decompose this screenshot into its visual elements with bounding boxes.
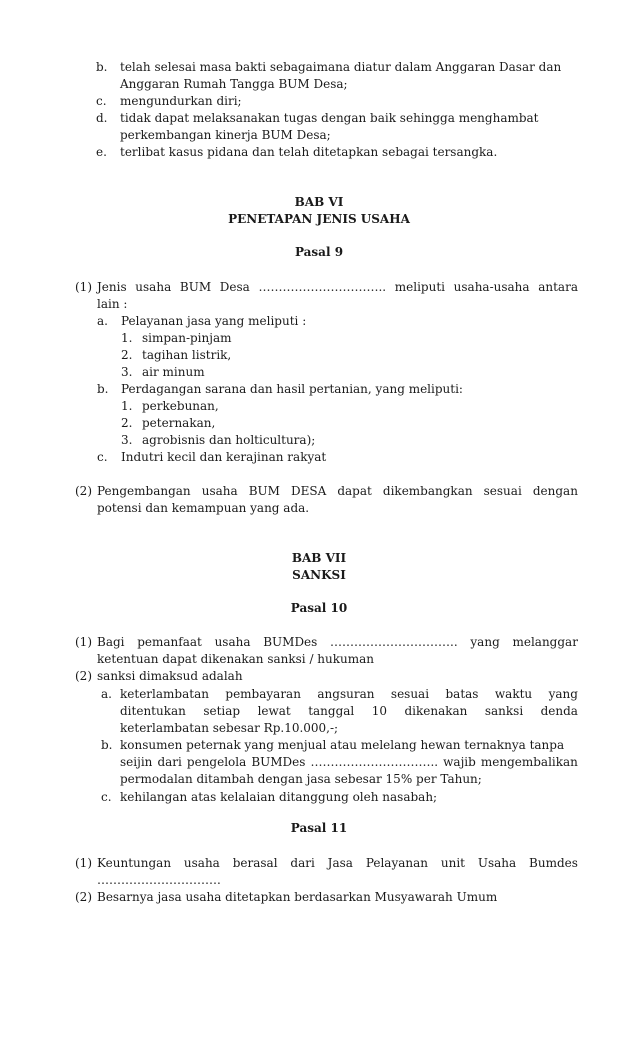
list-marker: d. xyxy=(96,111,108,125)
word: sesuai xyxy=(483,484,522,498)
word: unit xyxy=(440,856,465,870)
paragraph-line xyxy=(97,279,578,295)
word: yang xyxy=(470,635,500,649)
word: angsuran xyxy=(317,687,375,701)
word: Bumdes xyxy=(529,856,578,870)
article-title: Pasal 11 xyxy=(290,821,348,835)
list-marker: b. xyxy=(96,60,108,74)
paragraph-number: (1) xyxy=(75,280,92,294)
word: yang xyxy=(548,687,578,701)
word: 10 xyxy=(371,704,387,718)
word: pembayaran xyxy=(225,687,301,701)
blank-dots: ………………………….. xyxy=(310,755,439,769)
blank-dots: …………………………. xyxy=(97,873,221,887)
list-item-text: Indutri kecil dan kerajinan rakyat xyxy=(121,450,327,464)
word: ditentukan xyxy=(120,704,186,718)
list-marker: c. xyxy=(101,790,112,804)
list-marker: c. xyxy=(97,450,108,464)
list-item-line: konsumen peternak yang menjual atau melelang hewan ternaknya tanpa xyxy=(120,738,565,752)
paragraph-line: potensi dan kemampuan yang ada. xyxy=(97,501,310,515)
sublist-item: tagihan listrik, xyxy=(142,348,232,362)
article-title: Pasal 9 xyxy=(294,245,344,259)
word: Pelayanan xyxy=(365,856,428,870)
paragraph-number: (2) xyxy=(75,890,92,904)
word: DESA xyxy=(291,484,327,498)
word: pemanfaat xyxy=(137,635,202,649)
list-marker: c. xyxy=(96,94,107,108)
word: meliputi xyxy=(394,280,445,294)
list-item-text: terlibat kasus pidana dan telah ditetapkan sebagai tersangka. xyxy=(120,145,498,159)
list-marker: b. xyxy=(97,382,109,396)
article-title: Pasal 10 xyxy=(290,601,348,615)
list-marker: b. xyxy=(101,738,113,752)
paragraph-line xyxy=(97,855,578,871)
paragraph-line xyxy=(97,634,578,650)
word: Bagi xyxy=(97,635,125,649)
word: BUMDes xyxy=(251,755,306,769)
word: Jasa xyxy=(327,856,353,870)
sublist-number: 3. xyxy=(121,365,133,379)
word: setiap xyxy=(203,704,241,718)
sublist-item: perkebunan, xyxy=(142,399,219,413)
chapter-title: BAB VII xyxy=(291,551,347,565)
word: usaha xyxy=(183,856,220,870)
word: usaha xyxy=(214,635,251,649)
word: dikembangkan xyxy=(382,484,473,498)
sublist-number: 2. xyxy=(121,348,133,362)
list-item-line: keterlambatan sebesar Rp.10.000,-; xyxy=(120,721,339,735)
word: lewat xyxy=(257,704,291,718)
sublist-item: agrobisnis dan holticultura); xyxy=(142,433,316,447)
paragraph-line xyxy=(97,483,578,499)
paragraph-number: (2) xyxy=(75,669,92,683)
list-item-text: perkembangan kinerja BUM Desa; xyxy=(120,128,331,142)
blank-dots: ………………………….. xyxy=(330,635,458,649)
word: dapat xyxy=(337,484,372,498)
word: dari xyxy=(157,755,182,769)
word: BUM xyxy=(179,280,212,294)
word: usaha xyxy=(135,280,172,294)
word: keterlambatan xyxy=(120,687,209,701)
list-item-line xyxy=(120,703,578,719)
sublist-number: 3. xyxy=(121,433,133,447)
paragraph-line: sanksi dimaksud adalah xyxy=(97,669,243,683)
sublist-number: 2. xyxy=(121,416,133,430)
list-marker: a. xyxy=(101,687,112,701)
word: sanksi xyxy=(484,704,524,718)
word: seijin xyxy=(120,755,153,769)
blank-dots: ………………………….. xyxy=(258,280,387,294)
word: dikenakan xyxy=(404,704,468,718)
word: BUMDes xyxy=(263,635,318,649)
word: Jenis xyxy=(97,280,127,294)
chapter-subtitle: PENETAPAN JENIS USAHA xyxy=(228,212,410,226)
list-item-line xyxy=(120,686,578,702)
list-item-line: permodalan ditambah dengan jasa sebesar 15% per Tahun; xyxy=(120,772,482,786)
list-item-text: telah selesai masa bakti sebagaimana diatur dalam Anggaran Dasar dan xyxy=(120,60,562,74)
word: pengelola xyxy=(186,755,247,769)
chapter-title: BAB VI xyxy=(294,195,344,209)
word: berasal xyxy=(232,856,278,870)
list-item-line xyxy=(120,754,578,770)
chapter-subtitle: SANKSI xyxy=(292,568,346,582)
word: Usaha xyxy=(477,856,517,870)
sublist-item: peternakan, xyxy=(142,416,216,430)
word: dengan xyxy=(532,484,578,498)
word: BUM xyxy=(248,484,280,498)
word: antara xyxy=(538,280,578,294)
paragraph-line: ketentuan dapat dikenakan sanksi / hukuman xyxy=(97,652,375,666)
word: usaha-usaha xyxy=(453,280,530,294)
word: mengembalikan xyxy=(480,755,578,769)
word: batas xyxy=(445,687,479,701)
word: wajib xyxy=(443,755,476,769)
word: waktu xyxy=(494,687,533,701)
list-item-text: Anggaran Rumah Tangga BUM Desa; xyxy=(120,77,348,91)
sublist-number: 1. xyxy=(121,331,133,345)
word: Pengembangan xyxy=(97,484,191,498)
list-marker: e. xyxy=(96,145,107,159)
sublist-item: simpan-pinjam xyxy=(142,331,232,345)
word: melanggar xyxy=(512,635,578,649)
paragraph-number: (2) xyxy=(75,484,92,498)
list-item-text: tidak dapat melaksanakan tugas dengan baik sehingga menghambat xyxy=(120,111,539,125)
word: denda xyxy=(540,704,578,718)
word: sesuai xyxy=(390,687,430,701)
paragraph-line: lain : xyxy=(97,297,128,311)
word: Desa xyxy=(219,280,250,294)
word: Keuntungan xyxy=(97,856,172,870)
sublist-number: 1. xyxy=(121,399,133,413)
list-marker: a. xyxy=(97,314,108,328)
list-item-text: Perdagangan sarana dan hasil pertanian, yang meliputi: xyxy=(121,382,463,396)
paragraph-line: Besarnya jasa usaha ditetapkan berdasarkan Musyawarah Umum xyxy=(97,890,498,904)
sublist-item: air minum xyxy=(142,365,205,379)
word: dari xyxy=(290,856,315,870)
list-item-text: mengundurkan diri; xyxy=(120,94,242,108)
paragraph-number: (1) xyxy=(75,856,92,870)
word: usaha xyxy=(201,484,238,498)
word: tanggal xyxy=(308,704,355,718)
list-item-line: kehilangan atas kelalaian ditanggung oleh nasabah; xyxy=(120,790,438,804)
list-item-text: Pelayanan jasa yang meliputi : xyxy=(121,314,307,328)
paragraph-number: (1) xyxy=(75,635,92,649)
